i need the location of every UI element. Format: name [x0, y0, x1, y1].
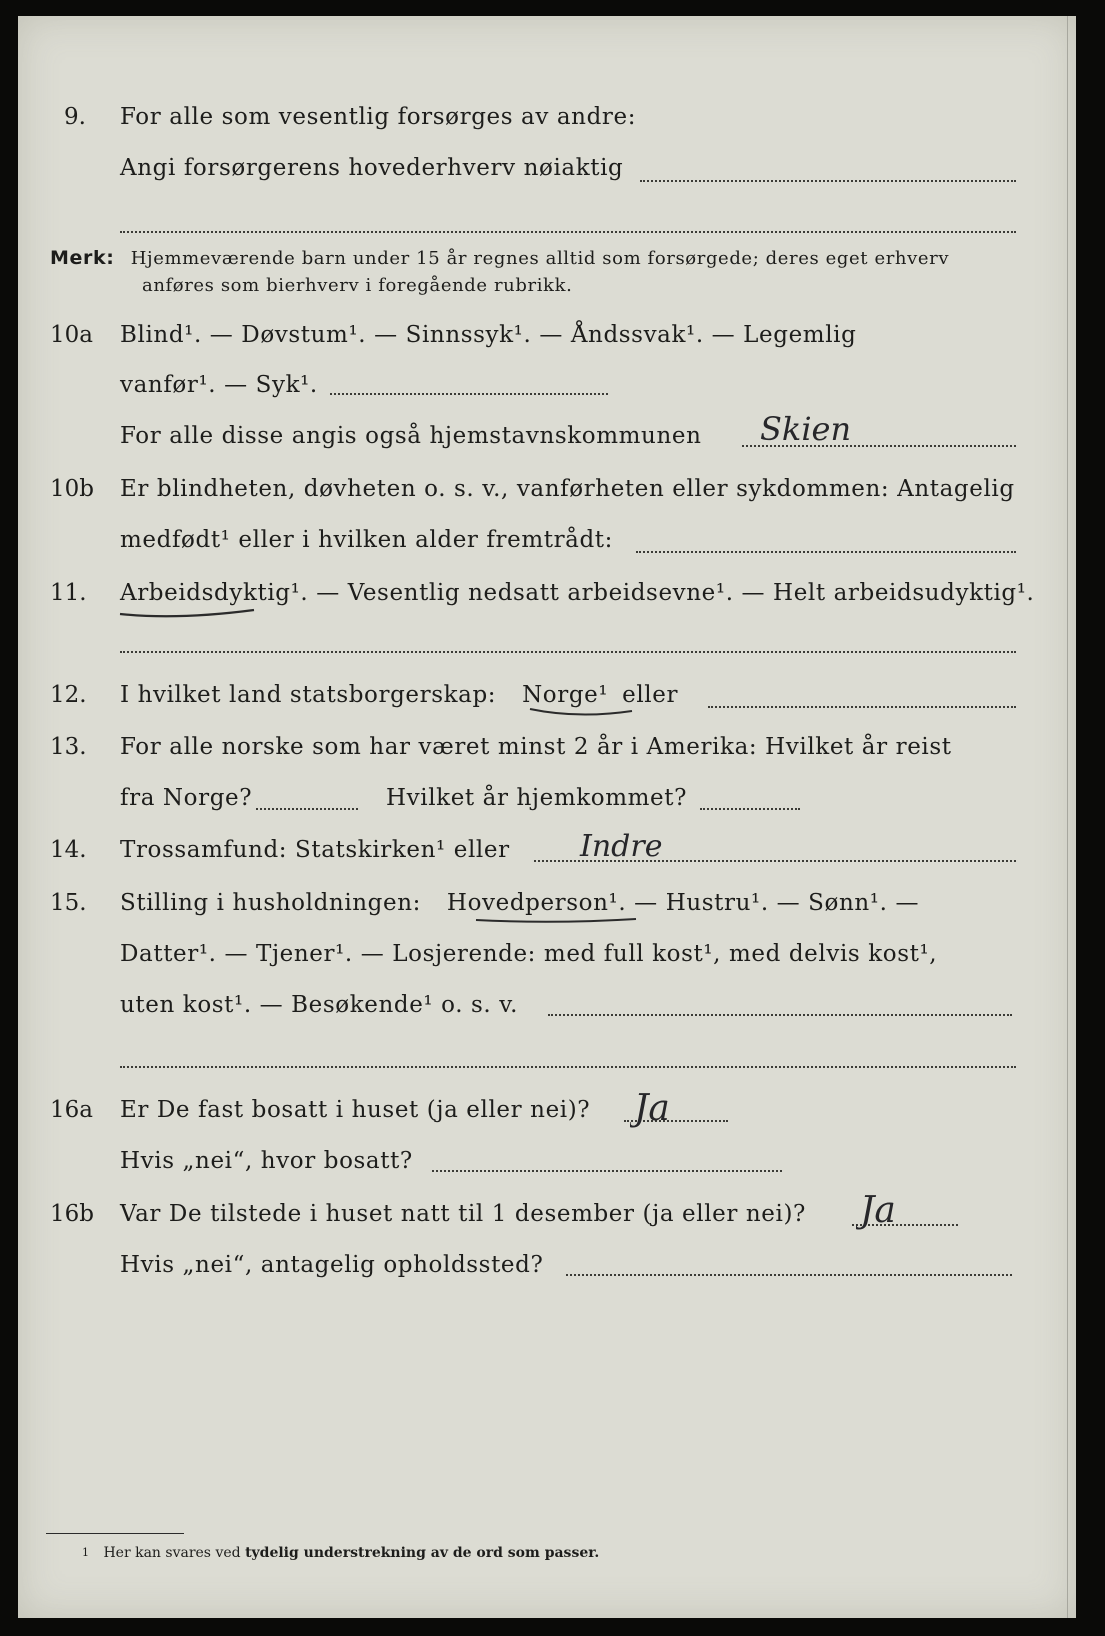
q11-underline-mark [118, 606, 258, 620]
q15-underline-mark [474, 914, 640, 926]
q16b-handwritten-answer [856, 1176, 946, 1240]
q16a-number: 16a [50, 1097, 93, 1123]
q13-line2b: Hvilket år hjemkommet? [386, 785, 688, 811]
q10b-number: 10b [50, 476, 94, 502]
q16a-line2: Hvis „nei“, hvor bosatt? [120, 1148, 413, 1174]
q16a-bosatt-answer-line[interactable] [432, 1170, 782, 1172]
q16a-line1: Er De fast bosatt i huset (ja eller nei)? [120, 1097, 591, 1123]
q9-answer-line[interactable] [640, 180, 1016, 182]
q16b-opholdssted-answer-line[interactable] [566, 1274, 1012, 1276]
q10b-line1: Er blindheten, døvheten o. s. v., vanførheten eller sykdommen: Antagelig [120, 476, 1015, 502]
page-fold-line [1067, 16, 1068, 1618]
q10a-line2: vanfør¹. — Syk¹. [120, 372, 318, 398]
footnote-text-a: Her kan svares ved [103, 1545, 241, 1561]
q15-line1b: Hovedperson¹ [446, 890, 619, 916]
q10a-line3: For alle disse angis også hjemstavnskommunen [120, 423, 702, 449]
q13-number: 13. [50, 734, 87, 760]
q9-line1: For alle som vesentlig forsørges av andre: [120, 104, 637, 130]
q16b-line2: Hvis „nei“, antagelig opholdssted? [120, 1252, 544, 1278]
q14-handwritten-answer [578, 820, 738, 866]
q9-answer-line-2[interactable] [120, 231, 1016, 233]
q15-answer-line-2[interactable] [120, 1066, 1016, 1068]
q14-text: Trossamfund: Statskirken¹ eller [120, 837, 510, 863]
q10a-syk-answer-line[interactable] [330, 393, 608, 395]
q11-text: Arbeidsdyktig¹. — Vesentlig nedsatt arbeidsevne¹. — Helt arbeidsudyktig¹. [120, 580, 1035, 606]
footnote-text-b: tydelig understrekning av de ord som passer. [245, 1545, 600, 1561]
q12-number: 12. [50, 682, 87, 708]
q15-line1c: . — Hustru¹. — Sønn¹. — [618, 890, 920, 916]
q10a-answer-text: Skien [760, 410, 852, 448]
q13-line2a: fra Norge? [120, 785, 253, 811]
footnote-mark: 1 [82, 1546, 89, 1559]
q11-number: 11. [50, 580, 87, 606]
q10a-handwritten-answer [758, 404, 938, 454]
q16a-answer-text: Ja [634, 1088, 670, 1129]
merk-line2: anføres som bierhverv i foregående rubrikk. [142, 275, 573, 296]
q15-line2: Datter¹. — Tjener¹. — Losjerende: med full kost¹, med delvis kost¹, [120, 941, 938, 967]
q12-underline-mark [528, 705, 638, 719]
q16a-handwritten-answer [630, 1074, 720, 1138]
q12-text-c: eller [622, 682, 679, 708]
q14-number: 14. [50, 837, 87, 863]
footnote-rule [46, 1533, 184, 1534]
merk-line1: Hjemmeværende barn under 15 år regnes alltid som forsørgede; deres eget erhverv [130, 248, 950, 269]
q9-line2: Angi forsørgerens hovederhverv nøiaktig [120, 155, 624, 181]
q16b-line1: Var De tilstede i huset natt til 1 desember (ja eller nei)? [120, 1201, 806, 1227]
q12-text-a: I hvilket land statsborgerskap: [120, 682, 497, 708]
q10a-line1: Blind¹. — Døvstum¹. — Sinnssyk¹. — Åndssvak¹. — Legemlig [120, 322, 857, 348]
q12-text-b: Norge¹ [522, 682, 609, 708]
q10a-number: 10a [50, 322, 93, 348]
q13-hjemkommet-answer-line[interactable] [700, 808, 800, 810]
q15-answer-line[interactable] [548, 1014, 1012, 1016]
q14-answer-text: Indre [580, 829, 663, 864]
q16b-number: 16b [50, 1201, 94, 1227]
q10b-answer-line[interactable] [636, 551, 1016, 553]
q9-number: 9. [64, 104, 86, 130]
q10b-line2: medfødt¹ eller i hvilken alder fremtrådt: [120, 527, 613, 553]
q15-number: 15. [50, 890, 87, 916]
q15-line1a: Stilling i husholdningen: [120, 890, 421, 916]
q13-reist-answer-line[interactable] [256, 808, 358, 810]
footnote [82, 1544, 599, 1562]
q15-line3: uten kost¹. — Besøkende¹ o. s. v. [120, 992, 519, 1018]
q11-answer-line[interactable] [120, 651, 1016, 653]
merk-block [50, 246, 949, 271]
q16b-answer-text: Ja [860, 1190, 896, 1231]
merk-label: Merk: [50, 247, 115, 269]
q12-answer-line[interactable] [708, 706, 1016, 708]
q13-line1: For alle norske som har været minst 2 år i Amerika: Hvilket år reist [120, 734, 952, 760]
